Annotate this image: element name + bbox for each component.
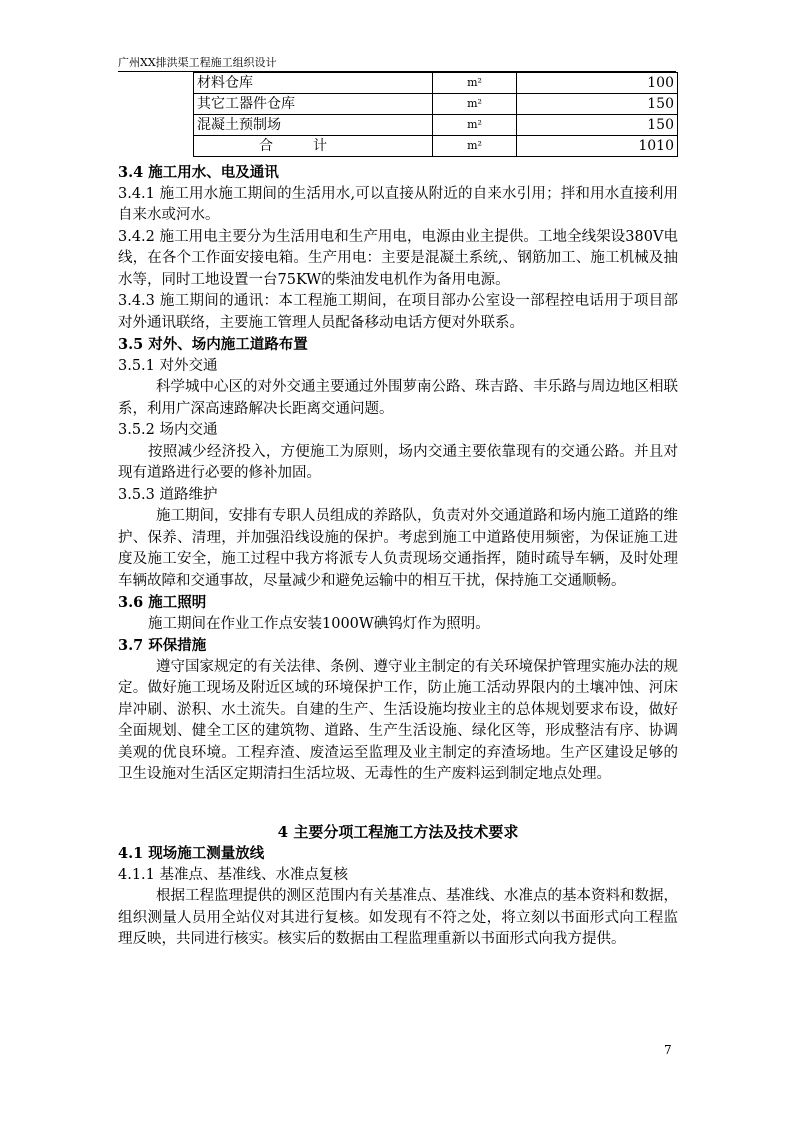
section-3-5-heading: 3.5 对外、场内施工道路布置	[118, 336, 308, 353]
para-3-4-1: 3.4.1 施工用水施工期间的生活用水,可以直接从附近的自来水引用；拌和用水直接利用自来水或河水。	[118, 185, 678, 223]
para-3-4-2: 3.4.2 施工用电主要分为生活用电和生产用电，电源由业主提供。工地全线架设380V电线，在各个工作面安接电箱。生产用电：主要是混凝土系统,、钢筋加工、施工机械及抽水等，同时工地设置一台75KW的柴油发电机作为备用电源。	[118, 228, 678, 288]
subsection-3-5-2-heading: 3.5.2 场内交通	[118, 422, 218, 438]
section-3-6-heading: 3.6 施工照明	[118, 594, 207, 611]
total-label: 合计	[259, 138, 367, 154]
row-value: 150	[517, 94, 678, 115]
row-unit: m²	[433, 115, 517, 136]
para-3-5-1: 科学城中心区的对外交通主要通过外围萝南公路、珠吉路、丰乐路与周边地区相联系，利用广深高速路解决长距离交通问题。	[118, 379, 678, 417]
row-unit: m²	[433, 94, 517, 115]
section-3-7-heading: 3.7 环保措施	[118, 637, 207, 654]
para-3-6: 施工期间在作业工作点安装1000W碘钨灯作为照明。	[148, 615, 490, 632]
row-unit: m²	[433, 73, 517, 94]
section-4-1-heading: 4.1 现场施工测量放线	[118, 845, 265, 862]
table-row	[194, 115, 678, 136]
header-title: 广州XX排洪渠工程施工组织设计	[118, 56, 277, 69]
total-unit: m²	[433, 136, 517, 157]
page-number: 7	[664, 1043, 672, 1057]
document-body	[118, 162, 678, 951]
chapter-4-heading: 4 主要分项工程施工方法及技术要求	[277, 822, 519, 841]
subsection-3-5-3-heading: 3.5.3 道路维护	[118, 486, 218, 503]
total-cell	[194, 136, 433, 157]
row-value: 150	[517, 115, 678, 136]
row-name: 混凝土预制场	[194, 115, 433, 136]
table-row	[194, 73, 678, 94]
subsection-4-1-1-heading: 4.1.1 基准点、基准线、水准点复核	[118, 866, 349, 883]
row-name: 其它工器件仓库	[194, 94, 433, 115]
row-name: 材料仓库	[194, 73, 433, 94]
para-3-4-3: 3.4.3 施工期间的通讯：本工程施工期间，在项目部办公室设一部程控电话用于项目部对外通讯联络，主要施工管理人员配备移动电话方便对外联系。	[118, 293, 678, 331]
spacer	[118, 786, 678, 822]
para-4-1-1: 根据工程监理提供的测区范围内有关基准点、基准线、水准点的基本资料和数据，组织测量人员用全站仪对其进行复核。如发现有不符之处，将立刻以书面形式向工程监理反映，共同进行核实。核实后的数据由工程监理重新以书面形式向我方提供。	[118, 888, 678, 947]
para-3-7: 遵守国家规定的有关法律、条例、遵守业主制定的有关环境保护管理实施办法的规定。做好施工现场及附近区域的环境保护工作，防止施工活动界限内的土壤冲蚀、河床岸冲刷、淤积、水土流失。自建的生产、生活设施均按业主的总体规划要求布设，做好全面规划、健全工区的建筑物、道路、生产生活设施、绿化区等，形成整洁有序、协调美观的优良环境。工程弃渣、废渣运至监理及业主制定的弃渣场地。生产区建设足够的卫生设施对生活区定期清扫生活垃圾、无毒性的生产废料运到制定地点处理。	[118, 658, 678, 782]
page-header	[118, 55, 676, 72]
row-value: 100	[517, 73, 678, 94]
area-table	[193, 72, 678, 157]
table-total-row	[194, 136, 678, 157]
para-3-5-3: 施工期间，安排有专职人员组成的养路队，负责对外交通道路和场内施工道路的维护、保养、清理，并加强沿线设施的保护。考虑到施工中道路使用频密，为保证施工进度及施工安全，施工过程中我方将派专人负责现场交通指挥，随时疏导车辆，及时处理车辆故障和交通事故，尽量减少和避免运输中的相互干扰，保持施工交通顺畅。	[118, 508, 678, 589]
total-value: 1010	[517, 136, 678, 157]
subsection-3-5-1-heading: 3.5.1 对外交通	[118, 357, 218, 374]
para-3-5-2: 按照减少经济投入，方便施工为原则，场内交通主要依靠现有的交通公路。并且对现有道路进行必要的修补加固。	[118, 443, 678, 481]
section-3-4-heading: 3.4 施工用水、电及通讯	[118, 164, 279, 181]
table-row	[194, 94, 678, 115]
